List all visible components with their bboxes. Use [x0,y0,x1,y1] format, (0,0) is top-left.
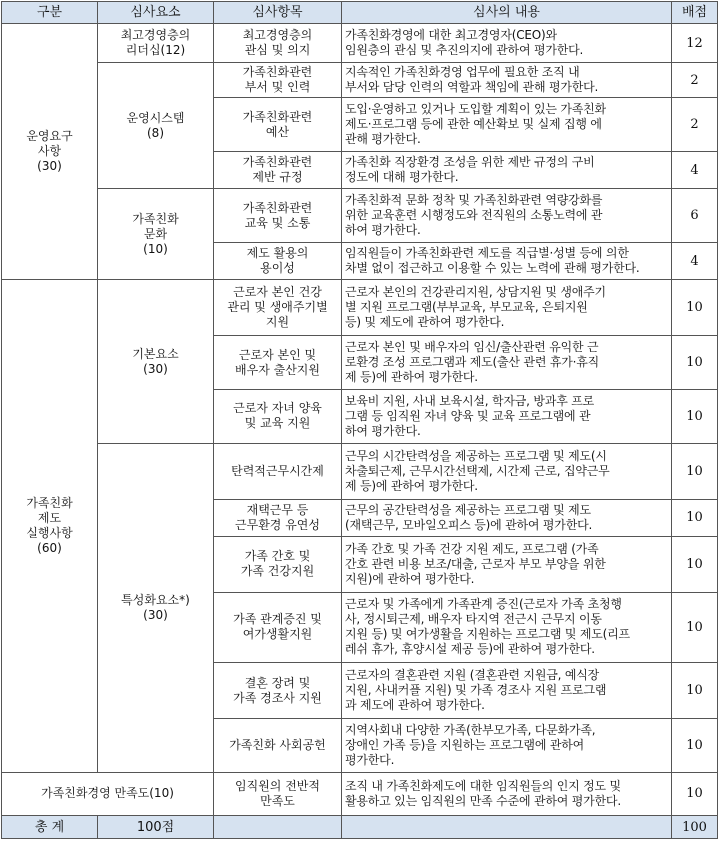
evaluation-criteria-sheet [1,1,719,840]
total-label: 총 계 [2,816,98,839]
total-points: 100점 [98,816,214,839]
score-cell: 10 [672,592,718,662]
element-leadership: 최고경영층의 리더십(12) [98,24,214,63]
desc-cell: 근무의 시간탄력성을 제공하는 프로그램 및 제도(시 차출퇴근제, 근무시간선택제, 시간제 근로, 집약근무 제 등)에 관하여 평가한다. [342,443,672,499]
item-cell: 가족 간호 및 가족 건강지원 [214,536,342,592]
element-culture: 가족친화 문화 (10) [98,189,214,280]
score-cell: 10 [672,718,718,772]
desc-cell: 근로자 본인 및 배우자의 임신/출산관련 유익한 근 로환경 조성 프로그램과 제도(출산 관련 휴가·휴직 제 등)에 관하여 평가한다. [342,336,672,390]
desc-cell: 도입·운영하고 있거나 도입할 계획이 있는 가족친화 제도·프로그램 등에 관한 예산확보 및 실제 집행 에 관해 평가한다. [342,98,672,152]
score-cell: 2 [672,63,718,98]
desc-cell: 가족친화경영에 대한 최고경영자(CEO)와 임원층의 관심 및 추진의지에 관하여 평가한다. [342,24,672,63]
item-cell: 가족 관계증진 및 여가생활지원 [214,592,342,662]
element-basic: 기본요소 (30) [98,280,214,443]
score-cell: 10 [672,280,718,336]
total-score: 100 [672,816,718,839]
evaluation-criteria-table [1,1,718,839]
score-cell: 6 [672,189,718,243]
desc-cell: 보육비 지원, 사내 보육시설, 학자금, 방과후 프로 그램 등 임직원 자녀 양육 및 교육 프로그램에 관 하여 평가한다. [342,390,672,444]
item-cell: 탄력적근무시간제 [214,443,342,499]
score-cell: 10 [672,536,718,592]
header-element: 심사요소 [98,2,214,24]
item-cell: 결혼 장려 및 가족 경조사 지원 [214,663,342,719]
score-cell: 10 [672,390,718,444]
table-row [2,189,718,243]
item-cell: 재택근무 등 근무환경 유연성 [214,499,342,536]
total-empty-desc [342,816,672,839]
score-cell: 2 [672,98,718,152]
score-cell: 10 [672,772,718,815]
header-item: 심사항목 [214,2,342,24]
element-special: 특성화요소*) (30) [98,443,214,772]
desc-cell: 근무의 공간탄력성을 제공하는 프로그램 및 제도 (재택근무, 모바일오피스 등)에 관하여 평가한다. [342,499,672,536]
desc-cell: 가족친화적 문화 정착 및 가족친화관련 역량강화를 위한 교육훈련 시행정도와 전직원의 소통노력에 관 하여 평가한다. [342,189,672,243]
section-practice: 가족친화 제도 실행사항 (60) [2,280,98,772]
desc-cell: 조직 내 가족친화제도에 대한 임직원들의 인지 정도 및 활용하고 있는 임직원의 만족 수준에 관하여 평가한다. [342,772,672,815]
item-cell: 임직원의 전반적 만족도 [214,772,342,815]
desc-cell: 임직원들이 가족친화관련 제도를 직급별·성별 등에 의한 차별 없이 접근하고 이용할 수 있는 노력에 관해 평가한다. [342,243,672,280]
score-cell: 12 [672,24,718,63]
item-cell: 최고경영층의 관심 및 의지 [214,24,342,63]
section-operation: 운영요구 사항 (30) [2,24,98,280]
desc-cell: 가족친화 직장환경 조성을 위한 제반 규정의 구비 정도에 대해 평가한다. [342,152,672,189]
header-score: 배점 [672,2,718,24]
score-cell: 4 [672,152,718,189]
table-row [2,24,718,63]
element-system: 운영시스템 (8) [98,63,214,189]
item-cell: 가족친화 사회공헌 [214,718,342,772]
desc-cell: 지속적인 가족친화경영 업무에 필요한 조직 내 부서와 담당 인력의 역할과 책임에 관해 평가한다. [342,63,672,98]
desc-cell: 가족 간호 및 가족 건강 지원 제도, 프로그램 (가족 간호 관련 비용 보조/대출, 근로자 부모 부양을 위한 지원)에 관하여 평가한다. [342,536,672,592]
header-content: 심사의 내용 [342,2,672,24]
item-cell: 가족친화관련 교육 및 소통 [214,189,342,243]
item-cell: 근로자 본인 및 배우자 출산지원 [214,336,342,390]
desc-cell: 근로자의 결혼관련 지원 (결혼관련 지원금, 예식장 지원, 사내커플 지원) 및 가족 경조사 지원 프로그램 과 제도에 관하여 평가한다. [342,663,672,719]
header-category: 구분 [2,2,98,24]
score-cell: 4 [672,243,718,280]
header-row [2,2,718,24]
table-row [2,443,718,499]
item-cell: 가족친화관련 예산 [214,98,342,152]
desc-cell: 지역사회내 다양한 가족(한부모가족, 다문화가족, 장애인 가족 등)을 지원하는 프로그램에 관하여 평가한다. [342,718,672,772]
item-cell: 가족친화관련 부서 및 인력 [214,63,342,98]
desc-cell: 근로자 본인의 건강관리지원, 상담지원 및 생애주기 별 지원 프로그램(부부교육, 부모교육, 은퇴지원 등) 및 제도에 관하여 평가한다. [342,280,672,336]
total-row [2,816,718,839]
desc-cell: 근로자 및 가족에게 가족관계 증진(근로자 가족 초청행 사, 정시퇴근제, 배우자 타지역 전근시 근무지 이동 지원 등) 및 여가생활을 지원하는 프로그램 및 제도(리프 레쉬 휴가, 휴양시설 제공 등)에 관하여 평가한다. [342,592,672,662]
table-row [2,63,718,98]
item-cell: 가족친화관련 제반 규정 [214,152,342,189]
item-cell: 근로자 자녀 양육 및 교육 지원 [214,390,342,444]
score-cell: 10 [672,499,718,536]
score-cell: 10 [672,663,718,719]
item-cell: 근로자 본인 건강 관리 및 생애주기별 지원 [214,280,342,336]
item-cell: 제도 활용의 용이성 [214,243,342,280]
total-empty-item [214,816,342,839]
table-row [2,772,718,815]
score-cell: 10 [672,336,718,390]
table-row [2,280,718,336]
score-cell: 10 [672,443,718,499]
section-satisfaction: 가족친화경영 만족도(10) [2,772,214,815]
